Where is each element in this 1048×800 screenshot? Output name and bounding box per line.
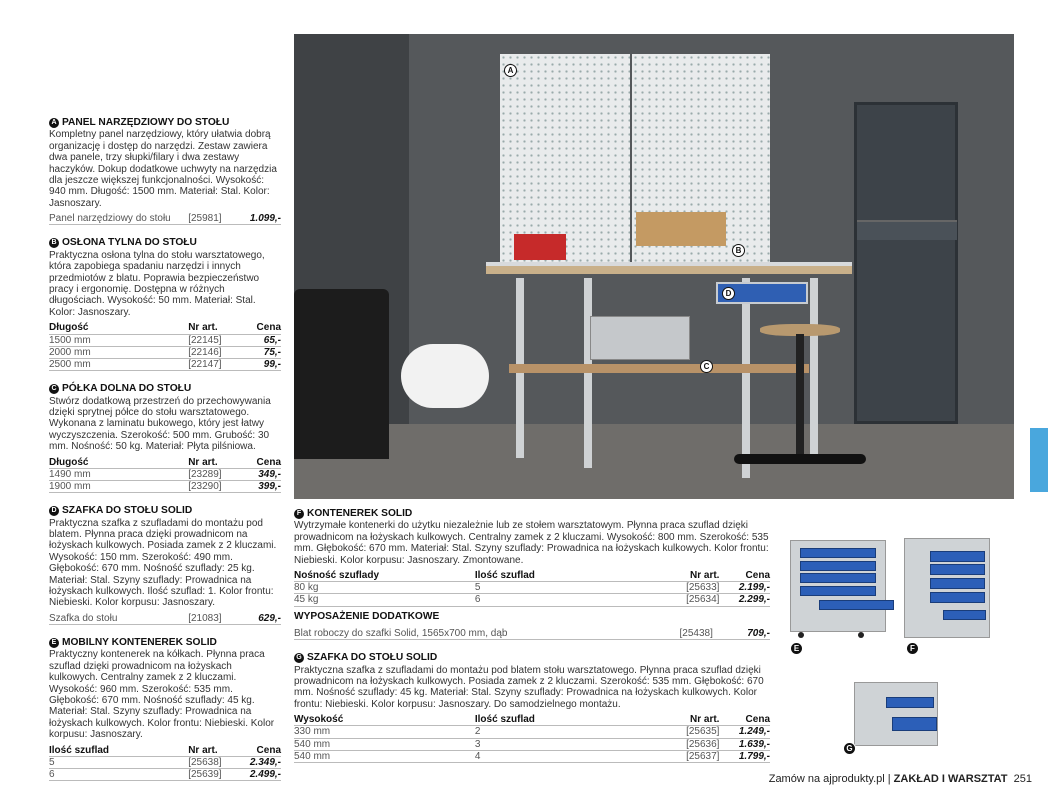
workshop-photo [294,34,1014,499]
section-description: Praktyczna osłona tylna do stołu warsztatowego, która zapobiega spadaniu narzędzi i innych przedmiotów z blatu. Poprawia bezpieczeństwo pracy i ergonomię. Dostępna w różnych długościach. Wysokość: 50 mm. Materiał: Stal. Kolor: Jasnoszary. [49,249,265,318]
section-bottom-shelf [49,383,281,493]
price-table: Ilość szuflad Nr art. Cena 5 [25638] 2.349,- 6 [25639] 2.499,- [49,744,281,781]
middle-column [294,508,770,763]
section-table-cabinet [49,505,281,625]
table-row: 540 mm 3 [25636] 1.639,- [294,738,770,750]
section-description: Praktyczny kontenerek na kółkach. Płynna praca szuflad dzięki prowadnicom na łożyskach kulkowych. Centralny zamek z 2 kluczami. Wysokość: 960 mm. Szerokość: 535 mm. Głębokość: 670 mm. Nośność szuflady: 45 kg. Materiał: Stal. Szyny szuflady: Prowadnica na łożyskach kulkowych. Kolor frontu: Niebieski. Kolor korpusu: Jasnoszary. [49,649,275,741]
label-e: E [790,642,803,655]
section-back-guard [49,237,281,371]
table-row: 5 [25638] 2.349,- [49,756,281,768]
section-cabinet-solid [294,652,770,763]
price-table: Wysokość Ilość szuflad Nr art. Cena 330 mm 2 [25635] 1.249,- 540 mm 3 [25636] 1.639,- 540 mm 4 [25637] 1.799,- [294,714,770,762]
table-row: 2000 mm [22146] 75,- [49,346,281,358]
section-description: Praktyczna szafka z szufladami do montażu pod blatem stołu warsztatowego. Płynna praca szuflad dzięki prowadnicom na łożyskach kulkowych. Posiada zamek z 2 kluczami. Szerokość: 535 mm. Głębokość: 670 mm. Nośność szuflady: 45 kg. Materiał: Stal. Szyny szuflady: Prowadnica na łożyskach kulkowych. Kolor frontu: Niebieski. Kolor korpusu: Jasnoszary. Do samodzielnego montażu. [294,664,764,710]
section-container-solid [294,508,770,607]
section-description: Kompletny panel narzędziowy, który ułatwia dobrą organizację i dostęp do narzędzi. Zestaw zawiera dwa panele, trzy słupki/filary i dwa zestawy haczyków. Dokup dodatkowe uchwyty na narzędzia dla jeszcze większej funkcjonalności. Wysokość: 940 mm. Długość: 1500 mm. Materiał: Stal. Kolor: Jasnoszary. [49,129,277,209]
section-name: ZAKŁAD I WARSZTAT [893,773,1008,785]
label-f: F [906,642,919,655]
table-row: 540 mm 4 [25637] 1.799,- [294,750,770,762]
table-row: Szafka do stołu [21083] 629,- [49,612,281,624]
section-title: SZAFKA DO STOŁU SOLID [62,505,193,517]
badge-b: B [49,238,59,248]
price-table: Nośność szuflady Ilość szuflad Nr art. Cena 80 kg 5 [25633] 2.199,- 45 kg 6 [25634] 2.299,- [294,570,770,606]
section-description: Praktyczna szafka z szufladami do montażu pod blatem. Płynna praca dzięki prowadnicom na łożyskach kulkowych. Posiada zamek z 2 kluczami. Wysokość: 150 mm. Szerokość: 490 mm. Głębokość: 670 mm. Nośność szuflady: 25 kg. Materiał: Stal. Szyny szuflady: Prowadnica na łożyskach kulkowych. Ilość szuflad: 1. Kolor frontu: Niebieski. Kolor korpusu: Jasnoszary. [49,517,277,609]
section-mobile-container [49,637,281,781]
section-title: MOBILNY KONTENEREK SOLID [62,637,217,649]
section-title: KONTENEREK SOLID [307,508,413,519]
section-description: Wytrzymałe kontenerki do użytku niezależnie lub ze stołem warsztatowym. Płynna praca szuflad dzięki prowadnicom na łożyskach kulkowych. Centralny zamek z 2 kluczami. Wysokość: 800 mm. Szerokość: 535 mm. Głębokość: 670 mm. Materiał: Stal. Szyny szuflady: Prowadnica na łożyskach kulkowych. Kolor frontu: Niebieski. Kolor korpusu: Jasnoszary. Zmontowane. [294,520,769,566]
badge-d: D [49,506,59,516]
badge-e: E [49,638,59,648]
product-image-container [904,538,990,638]
section-accessories [294,611,770,641]
section-title: PANEL NARZĘDZIOWY DO STOŁU [62,117,230,128]
section-title: PÓŁKA DOLNA DO STOŁU [62,383,192,395]
price-table: Długość Nr art. Cena 1500 mm [22145] 65,- 2000 mm [22146] 75,- 2500 mm [22147] 99,- [49,322,281,370]
table-row: 330 mm 2 [25635] 1.249,- [294,726,770,738]
paper-roll [401,344,489,408]
price-table: Długość Nr art. Cena 1490 mm [23289] 349,- 1900 mm [23290] 399,- [49,456,281,492]
badge-a: A [49,118,59,128]
order-link-text: Zamów na ajprodukty.pl | [768,773,894,785]
table-row: Panel narzędziowy do stołu [25981] 1.099,- [49,213,281,225]
tool-panel [500,54,630,264]
label-c: C [700,360,713,373]
table-row: 80 kg 5 [25633] 2.199,- [294,582,770,594]
badge-f: F [294,509,304,519]
waste-bin [294,289,389,459]
price-table [49,613,281,625]
section-description: Stwórz dodatkową przestrzeń do przechowywania dzięki sprytnej półce do stołu warsztatowego. Wykonana z laminatu bukowego, który jest łatwy wyczyszczenia. Szerokość: 500 mm. Grubość: 30 mm. Nośność: 50 kg. Materiał: Płyta pilśniowa. [49,395,271,453]
workbench-top [486,262,852,274]
label-a: A [504,64,517,77]
bottom-shelf [509,364,809,373]
section-tab [1030,428,1048,492]
table-row: Blat roboczy do szafki Solid, 1565x700 mm, dąb [25438] 709,- [294,628,770,640]
price-table [294,628,770,640]
page-footer [769,774,1032,785]
label-g: G [843,742,856,755]
label-d: D [722,287,735,300]
table-row: 2500 mm [22147] 99,- [49,358,281,370]
section-title: SZAFKA DO STOŁU SOLID [307,652,438,664]
product-image-table-cabinet [854,682,938,746]
badge-c: C [49,384,59,394]
page-number: 251 [1013,773,1032,785]
table-row: 6 [25639] 2.499,- [49,769,281,781]
tall-cabinet [854,102,958,424]
price-table [49,213,281,225]
section-title: OSŁONA TYLNA DO STOŁU [62,237,197,249]
label-b: B [732,244,745,257]
table-row: 1500 mm [22145] 65,- [49,334,281,346]
section-panel [49,117,281,225]
table-row: 1490 mm [23289] 349,- [49,468,281,480]
table-row: 45 kg 6 [25634] 2.299,- [294,594,770,606]
product-image-mobile-container [790,540,886,632]
badge-g: G [294,653,304,663]
table-row: 1900 mm [23290] 399,- [49,480,281,492]
left-column [49,117,281,793]
section-title: WYPOSAŻENIE DODATKOWE [294,610,440,622]
